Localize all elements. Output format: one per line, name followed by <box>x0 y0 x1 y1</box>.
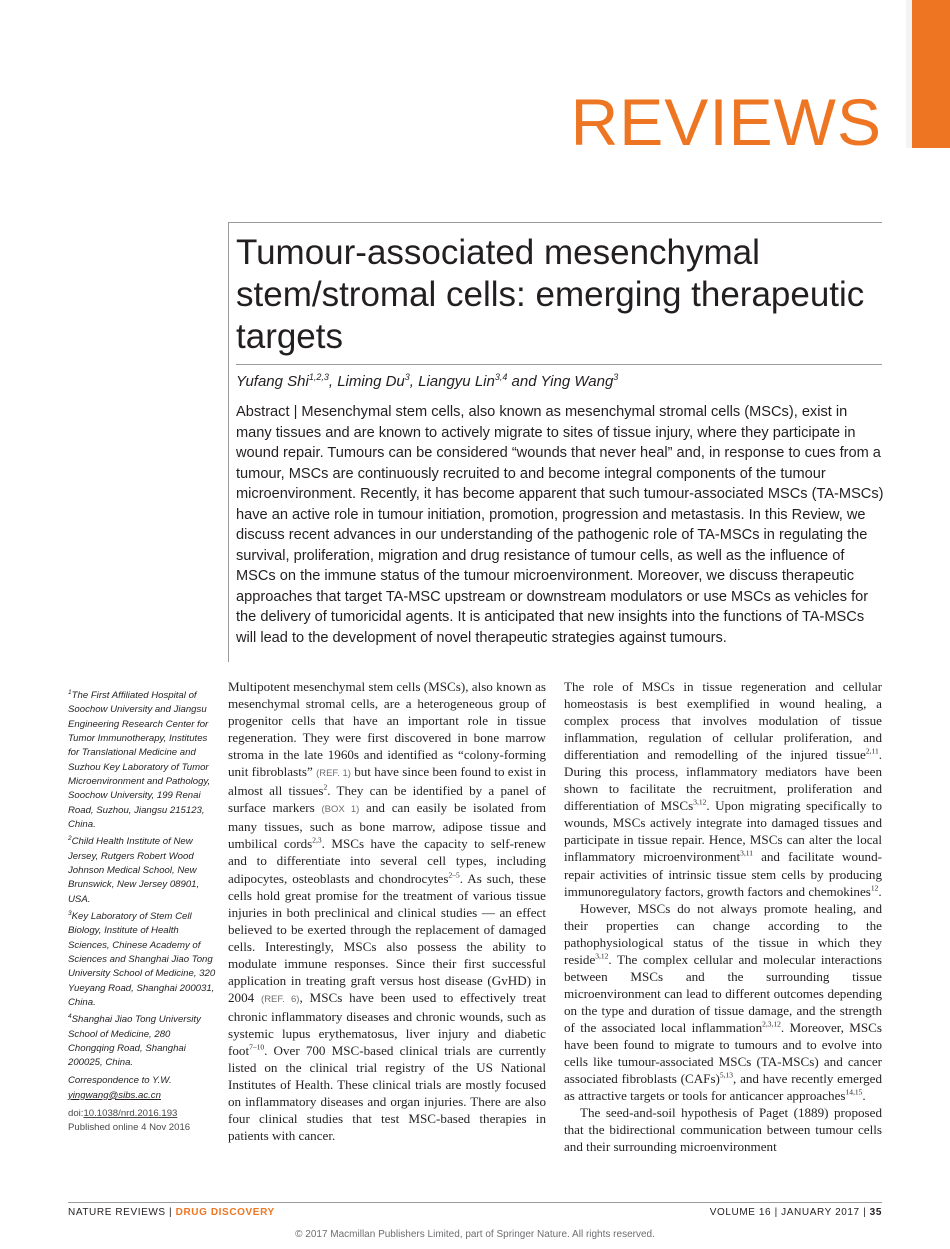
body-text: and facilitate wound-repair activities of intrinsic tissue stem cells by producing immunoregulatory factors, growth factors and chemokines <box>564 849 883 899</box>
affiliation-number: 4 <box>68 1013 72 1021</box>
section-color-tab <box>912 0 950 148</box>
body-text: . MSCs have the capacity to self-renew and to differentiate into several cell types, including adipocytes, osteoblasts and chondrocytes <box>228 836 546 886</box>
author-name: Liming Du <box>337 373 405 390</box>
affiliation-number: 2 <box>68 835 72 843</box>
volume-info: VOLUME 16 | JANUARY 2017 | <box>709 1207 870 1218</box>
correspondence-email[interactable]: yingwang@sibs.ac.cn <box>68 1089 161 1101</box>
citation-superscript: 2 <box>323 782 328 792</box>
body-paragraph <box>564 900 882 1105</box>
affiliation <box>68 907 218 1010</box>
section-label: REVIEWS <box>570 85 882 159</box>
author-list <box>236 372 618 390</box>
author-separator: , <box>409 373 419 390</box>
footer-separator: | <box>165 1207 176 1218</box>
body-column-right <box>564 678 882 1155</box>
body-text: . During this process, inflammatory mediators have been shown to facilitate the recruitment, proliferation and differentiation of MSCs <box>564 747 882 814</box>
affiliation-number: 1 <box>68 689 72 696</box>
title-top-rule <box>228 222 882 223</box>
author-affiliation-marker: 3 <box>404 372 410 382</box>
body-paragraph <box>228 678 546 1144</box>
copyright: © 2017 Macmillan Publishers Limited, part of Springer Nature. All rights reserved. <box>295 1229 655 1240</box>
body-text: . As such, these cells hold great promise for the treatment of various tissue injuries in both preclinical and clinical studies — an effect believed to be exerted through the replacement of damaged cells. Interestingly, MSCs also possess the ability to modulate immune responses. Since their first successful application in treating graft versus host disease (GvHD) in 2004 <box>228 870 546 1005</box>
title-bottom-rule <box>236 364 882 365</box>
reference-link[interactable]: (REF. 1) <box>316 768 351 780</box>
affiliation <box>68 832 218 907</box>
body-column-left <box>228 678 546 1144</box>
author-name: Liangyu Lin <box>418 373 495 390</box>
body-text: . <box>878 883 882 899</box>
body-paragraph <box>564 1104 882 1155</box>
citation-superscript: 2–5 <box>448 870 460 880</box>
body-text: . Over 700 MSC-based clinical trials are currently listed on the clinical trial registry of the US National Institutes of Health. These clinical trials are mostly focused on inflammatory diseases and organ injuries. There are also four clinical studies that test MSC-based therapies in patients with cancer. <box>228 1042 546 1144</box>
footer-journal <box>68 1207 275 1218</box>
citation-superscript: 2,11 <box>865 746 879 756</box>
citation-superscript: 5,13 <box>719 1070 734 1080</box>
author-separator: , <box>328 373 338 390</box>
citation-superscript: 3,12 <box>693 797 707 807</box>
affiliation-text: Child Health Institute of New Jersey, Rutgers Robert Wood Johnson Medical School, New Brunswick, New Jersey 08901, USA. <box>68 836 200 905</box>
affiliation <box>68 1010 218 1070</box>
abstract: Abstract | Mesenchymal stem cells, also known as mesenchymal stromal cells (MSCs), exist in many tissues and are known to actively migrate to sites of tissue injury, where they participate in wound repair. Tumours can be considered “wounds that never heal” and, in response to cues from a tumour, MSCs are continuously recruited to and become integral components of the tumour microenvironment. Recently, it has become apparent that such tumour-associated MSCs (TA-MSCs) have an active role in tumour initiation, promotion, progression and metastasis. In this Review, we discuss recent advances in our understanding of the pathogenic role of TA-MSCs in regulating the survival, proliferation, migration and drug resistance of tumour cells, as well as the influence of MSCs on the immune status of the tumour microenvironment. Moreover, we discuss therapeutic approaches that target TA-MSC upstream or downstream modulators or use MSCs as vehicles for the delivery of tumoricidal agents. It is anticipated that new insights into the functions of TA-MSCs will lead to the development of novel therapeutic strategies against tumours. <box>236 404 884 646</box>
article-title: Tumour-associated mesenchymal stem/stromal cells: emerging therapeutic targets <box>236 233 865 356</box>
body-text: . The complex cellular and molecular interactions between MSCs and the surrounding tissue microenvironment can lead to different outcomes depending on the type and duration of tissue damage, and the strength of the associated local inflammation <box>564 951 882 1035</box>
body-text: The seed-and-soil hypothesis of Paget (1889) proposed that the bidirectional communication between tumour cells and their surrounding microenvironment <box>564 1105 882 1155</box>
citation-superscript: 3,12 <box>595 951 609 961</box>
body-text: The role of MSCs in tissue regeneration and cellular homeostasis is best exemplified in wound healing, a complex process that involves modulation of tissue inflammation, regulation of cellular proliferation, and differentiation and remodelling of the injured tissue <box>564 679 882 763</box>
journal-section: DRUG DISCOVERY <box>175 1207 275 1218</box>
body-text: and can easily be isolated from many tissues, such as bone marrow, adipose tissue and umbilical cords <box>228 800 546 852</box>
citation-superscript: 7–10 <box>249 1042 265 1052</box>
published-date: Published online 4 Nov 2016 <box>68 1122 191 1134</box>
citation-superscript: 2,3 <box>312 836 322 846</box>
title-left-rule <box>228 222 229 662</box>
correspondence-label: Correspondence to Y.W. <box>68 1075 172 1087</box>
author-separator: and <box>507 373 541 390</box>
reference-link[interactable]: (REF. 6) <box>261 993 300 1005</box>
reference-link[interactable]: (BOX 1) <box>321 804 360 816</box>
citation-superscript: 14,15 <box>845 1087 863 1097</box>
citation-superscript: 2,3,12 <box>762 1019 781 1029</box>
page-number: 35 <box>869 1207 882 1218</box>
doi-prefix: doi: <box>68 1108 84 1120</box>
affiliation-text: The First Affiliated Hospital of Soochow University and Jiangsu Engineering Research Center for Tumor Immunotherapy, Institutes for Translational Medicine and Suzhou Key Laboratory of Tumor Microenvironment and Pathology, Soochow University, 199 Renai Road, Suzhou, Jiangsu 215123, China. <box>68 690 211 830</box>
footer-rule <box>68 1202 882 1203</box>
body-text: . <box>862 1088 866 1104</box>
body-text: , and have recently emerged as attractive targets or tools for anticancer approaches <box>564 1071 882 1104</box>
body-text: Multipotent mesenchymal stem cells (MSCs), also known as mesenchymal stromal cells, are a heterogeneous group of progenitor cells that have an important role in tissue regeneration. They were first discovered in bone marrow stroma in the late 1960s and identified as “colony-forming unit fibroblasts” <box>228 679 546 780</box>
body-text: However, MSCs do not always promote healing, and their properties can change according to the pathophysiological status of the tissue in which they reside <box>564 900 882 967</box>
body-paragraph <box>564 678 882 900</box>
body-text: . Upon migrating specifically to wounds, MSCs actively integrate into damaged tissues and participate in tissue repair. Hence, MSCs can alter the local inflammatory microenvironment <box>564 798 882 865</box>
footer-volume <box>710 1207 882 1218</box>
body-text: . They can be identified by a panel of surface markers <box>228 783 546 816</box>
affiliation-text: Key Laboratory of Stem Cell Biology, Institute of Health Sciences, Chinese Academy of Sciences and Shanghai Jiao Tong University School of Medicine, 320 Yueyang Road, Shanghai 200031, China. <box>68 911 216 1008</box>
author-affiliation-marker: 3 <box>613 372 619 382</box>
author-affiliation-marker: 1,2,3 <box>308 372 329 382</box>
author-name: Yufang Shi <box>236 373 309 390</box>
author-name: Ying Wang <box>540 373 614 390</box>
doi-link[interactable]: 10.1038/nrd.2016.193 <box>83 1108 178 1120</box>
author-affiliation-marker: 3,4 <box>494 372 508 382</box>
affiliations-sidebar <box>68 686 218 1136</box>
body-text: but have since been found to exist in almost all tissues <box>228 764 546 799</box>
body-text: , MSCs have been used to effectively treat chronic inflammatory diseases and chronic wounds, such as systemic lupus erythematosus, liver injury and diabetic foot <box>228 989 546 1058</box>
doi <box>68 1107 218 1121</box>
affiliation-number: 3 <box>68 909 72 917</box>
citation-superscript: 12 <box>870 883 879 893</box>
affiliation <box>68 686 218 832</box>
body-text: . Moreover, MSCs have been found to migrate to tumours and to evolve into cells like tumour-associated MSCs (TA-MSCs) and cancer associated fibroblasts (CAFs) <box>564 1019 883 1087</box>
affiliation-list <box>68 686 218 1070</box>
affiliation-text: Shanghai Jiao Tong University School of Medicine, 280 Chongqing Road, Shanghai 200025, China. <box>68 1014 201 1069</box>
journal-name: NATURE REVIEWS <box>68 1207 166 1218</box>
citation-superscript: 3,11 <box>740 849 753 859</box>
